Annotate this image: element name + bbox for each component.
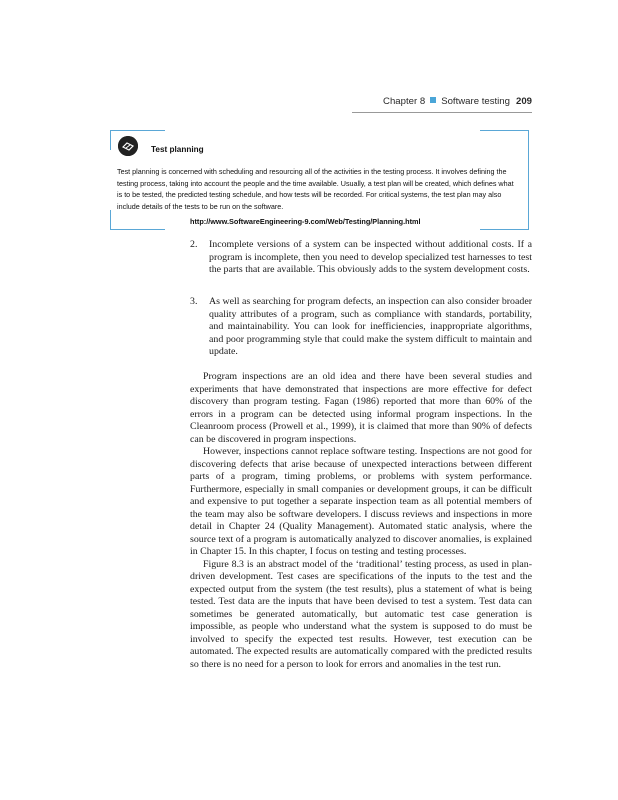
paragraph: Figure 8.3 is an abstract model of the ‘traditional’ testing process, as used in plan-driven development. Test cases are specifications of the inputs to the test and the expected output from the system (the test results), plus a statement of what is being tested. Test data are the inputs that have been devised to test a system. Test data can sometimes be generated automatically, but automatic test case generation is impossible, as people who understand what the system is supposed to do must be involved to specify the expected test results. However, test execution can be automated. The expected results are automatically compared with the predicted results so there is no need for a person to look for errors and anomalies in the test run. [190, 558, 532, 670]
box-left-rule-bottom [110, 210, 111, 230]
page-number: 209 [515, 96, 532, 107]
section-title: Software testing [441, 96, 510, 107]
list-item-number: 2. [190, 239, 198, 250]
box-top-left-rule [110, 130, 165, 131]
paragraph: However, inspections cannot replace software testing. Inspections are not good for discovering defects that arise because of unexpected interactions between different parts of a program, timing problems, or problems with system performance. Furthermore, especially in small companies or development groups, it can be difficult and expensive to put together a separate inspection team as all potential members of the team may also be software developers. I discuss reviews and inspections in more detail in Chapter 24 (Quality Management). Automated static analysis, where the source text of a program is automatically analyzed to discover anomalies, is explained in Chapter 15. In this chapter, I focus on testing and testing processes. [190, 446, 532, 557]
list-item-number: 3. [190, 296, 198, 307]
list-item-text: As well as searching for program defects, an inspection can also consider broader quality attributes of a program, such as compliance with standards, portability, and maintainability. You can look for inefficiencies, inappropriate algorithms, and poor programming style that could make the system difficult to maintain and update. [209, 296, 532, 357]
header-rule [352, 112, 532, 113]
running-header [360, 96, 532, 107]
paragraph: Program inspections are an old idea and there have been several studies and experiments that have demonstrated that inspections are more effective for defect discovery than program testing. Fagan (1986) reported that more than 60% of the errors in a program can be detected using informal program inspections. In the Cleanroom process (Prowell et al., 1999), it is claimed that more than 90% of defects can be discovered in program inspections. [190, 371, 532, 445]
box-left-rule-top [110, 130, 111, 150]
box-top-right-rule [480, 130, 529, 131]
box-right-rule [528, 130, 529, 230]
chapter-label: Chapter 8 [383, 96, 426, 107]
box-url-link[interactable]: http://www.SoftwareEngineering-9.com/Web/Testing/Planning.html [190, 217, 421, 226]
body-paragraphs [190, 371, 532, 671]
box-bottom-right-rule [480, 229, 529, 230]
list-item [190, 296, 532, 359]
web-link-icon [118, 136, 138, 156]
box-body: Test planning is concerned with scheduling and resourcing all of the activities in the testing process. It involves defining the testing process, taking into account the people and the time available. Usually, a test plan will be created, which defines what is to be tested, the predicted testing schedule, and how tests will be recorded. For critical systems, the test plan may also include details of the tests to be run on the software. [117, 167, 514, 212]
list-item [190, 239, 532, 277]
list-item-text: Incomplete versions of a system can be inspected without additional costs. If a program is incomplete, then you need to develop specialized test harnesses to test the parts that are available. This obviously adds to the system development costs. [209, 239, 532, 275]
box-title: Test planning [151, 145, 204, 154]
header-separator-square [430, 97, 436, 103]
box-bottom-left-rule [110, 229, 165, 230]
